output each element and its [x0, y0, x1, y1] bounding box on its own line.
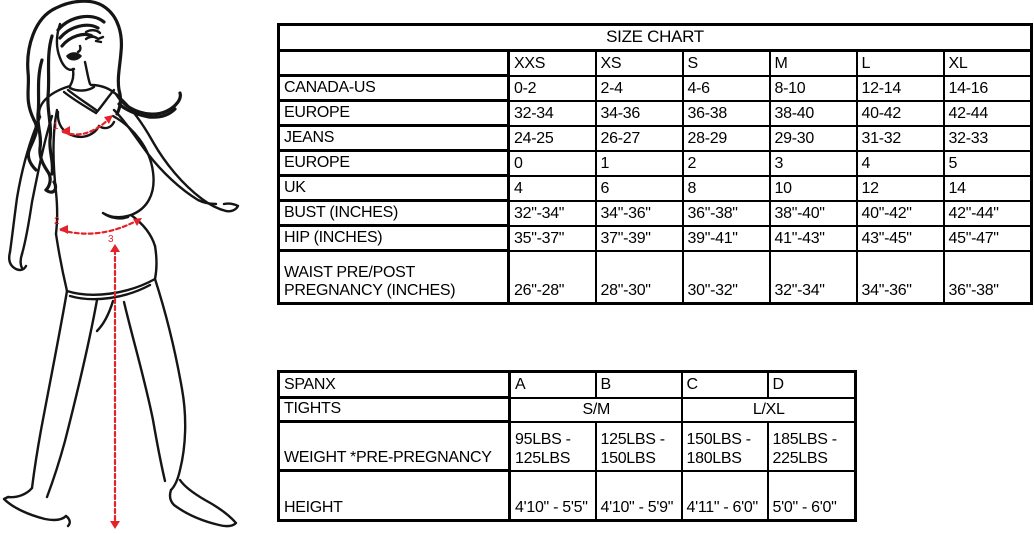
table-row: [279, 201, 1032, 226]
size-cell: 40"-42": [857, 201, 944, 226]
bust-measure-line: [63, 117, 111, 134]
size-cell: 36-38: [683, 101, 770, 126]
size-cell: 14-16: [944, 76, 1032, 101]
size-cell: 26"-28": [509, 251, 596, 304]
size-cell: 32-33: [944, 126, 1032, 151]
size-cell: 6: [596, 176, 683, 201]
spanx-size-header: D: [768, 372, 856, 398]
weight-cell: 150LBS - 180LBS: [682, 422, 768, 471]
height-cell: 4'10" - 5'5": [510, 471, 596, 521]
size-cell: 3: [770, 151, 857, 176]
size-cell: 12-14: [857, 76, 944, 101]
size-cell: 2: [683, 151, 770, 176]
size-chart-title: SIZE CHART: [279, 25, 1032, 51]
row-label: BUST (INCHES): [279, 201, 509, 226]
column-header: XS: [596, 51, 683, 76]
size-cell: 38-40: [770, 101, 857, 126]
size-cell: 32"-34": [770, 251, 857, 304]
column-header: M: [770, 51, 857, 76]
weight-cell: 185LBS - 225LBS: [768, 422, 856, 471]
table-row: [279, 151, 1032, 176]
height-cell: 4'11" - 6'0": [682, 471, 768, 521]
size-cell: 42"-44": [944, 201, 1032, 226]
size-cell: 34-36: [596, 101, 683, 126]
spanx-size-header: B: [596, 372, 682, 398]
spanx-chart-table: [277, 370, 857, 522]
size-cell: 28-29: [683, 126, 770, 151]
size-cell: 42-44: [944, 101, 1032, 126]
size-cell: 32"-34": [509, 201, 596, 226]
row-label: WAIST PRE/POST PREGNANCY (INCHES): [279, 251, 509, 304]
size-cell: 32-34: [509, 101, 596, 126]
size-cell: 43"-45": [857, 226, 944, 251]
size-cell: 35"-37": [509, 226, 596, 251]
size-cell: 37"-39": [596, 226, 683, 251]
column-header: XL: [944, 51, 1032, 76]
tights-row: [279, 398, 856, 422]
tights-group-cell: L/XL: [682, 398, 856, 422]
size-cell: 36"-38": [944, 251, 1032, 304]
row-label: SPANX: [279, 372, 510, 398]
height-cell: 5'0" - 6'0": [768, 471, 856, 521]
size-cell: 2-4: [596, 76, 683, 101]
size-chart-header-row: [279, 51, 1032, 76]
row-label: HIP (INCHES): [279, 226, 509, 251]
table-row: [279, 76, 1032, 101]
size-cell: 4-6: [683, 76, 770, 101]
size-chart-table: [277, 23, 1033, 305]
row-label: TIGHTS: [279, 398, 510, 422]
row-label: HEIGHT: [279, 471, 510, 521]
measurement-labels: [53, 121, 114, 245]
size-cell: 5: [944, 151, 1032, 176]
row-label: WEIGHT *PRE-PREGNANCY: [279, 422, 510, 471]
table-row: [279, 226, 1032, 251]
row-label: JEANS: [279, 126, 509, 151]
weight-cell: 95LBS - 125LBS: [510, 422, 596, 471]
size-cell: 14: [944, 176, 1032, 201]
size-cell: 1: [596, 151, 683, 176]
size-cell: 8-10: [770, 76, 857, 101]
size-cell: 4: [857, 151, 944, 176]
size-cell: 12: [857, 176, 944, 201]
size-cell: 28"-30": [596, 251, 683, 304]
size-cell: 38"-40": [770, 201, 857, 226]
row-label: EUROPE: [279, 101, 509, 126]
size-cell: 36"-38": [683, 201, 770, 226]
size-cell: 40-42: [857, 101, 944, 126]
size-cell: 41"-43": [770, 226, 857, 251]
table-row: [279, 176, 1032, 201]
table-row: [279, 251, 1032, 304]
table-row: [279, 101, 1032, 126]
hip-measure-line: [61, 219, 140, 234]
size-cell: 4: [509, 176, 596, 201]
row-label: CANADA-US: [279, 76, 509, 101]
column-header: XXS: [509, 51, 596, 76]
size-cell: 34"-36": [857, 251, 944, 304]
size-cell: 10: [770, 176, 857, 201]
size-chart-title-row: [279, 25, 1032, 51]
size-cell: 24-25: [509, 126, 596, 151]
spanx-size-header: A: [510, 372, 596, 398]
size-cell: 26-27: [596, 126, 683, 151]
height-cell: 4'10" - 5'9": [596, 471, 682, 521]
size-cell: 34"-36": [596, 201, 683, 226]
lips: [66, 52, 82, 60]
size-cell: 29-30: [770, 126, 857, 151]
size-cell: 0-2: [509, 76, 596, 101]
size-cell: 8: [683, 176, 770, 201]
bust-measure-label: 1: [53, 121, 59, 132]
hip-measure-label: 2: [54, 216, 60, 227]
size-chart-corner-cell: [279, 51, 509, 76]
length-measure-label: 3: [108, 234, 114, 245]
size-cell: 39"-41": [683, 226, 770, 251]
size-cell: 30"-32": [683, 251, 770, 304]
spanx-size-header: C: [682, 372, 768, 398]
table-row: [279, 126, 1032, 151]
column-header: L: [857, 51, 944, 76]
hair-lines: [28, 1, 181, 192]
row-label: EUROPE: [279, 151, 509, 176]
size-cell: 31-32: [857, 126, 944, 151]
column-header: S: [683, 51, 770, 76]
height-row: [279, 471, 856, 521]
row-label: UK: [279, 176, 509, 201]
pregnancy-measurement-illustration: [0, 0, 270, 534]
spanx-header-row: [279, 372, 856, 398]
tights-group-cell: S/M: [510, 398, 682, 422]
weight-cell: 125LBS - 150LBS: [596, 422, 682, 471]
weight-row: [279, 422, 856, 471]
size-cell: 0: [509, 151, 596, 176]
size-cell: 45"-47": [944, 226, 1032, 251]
